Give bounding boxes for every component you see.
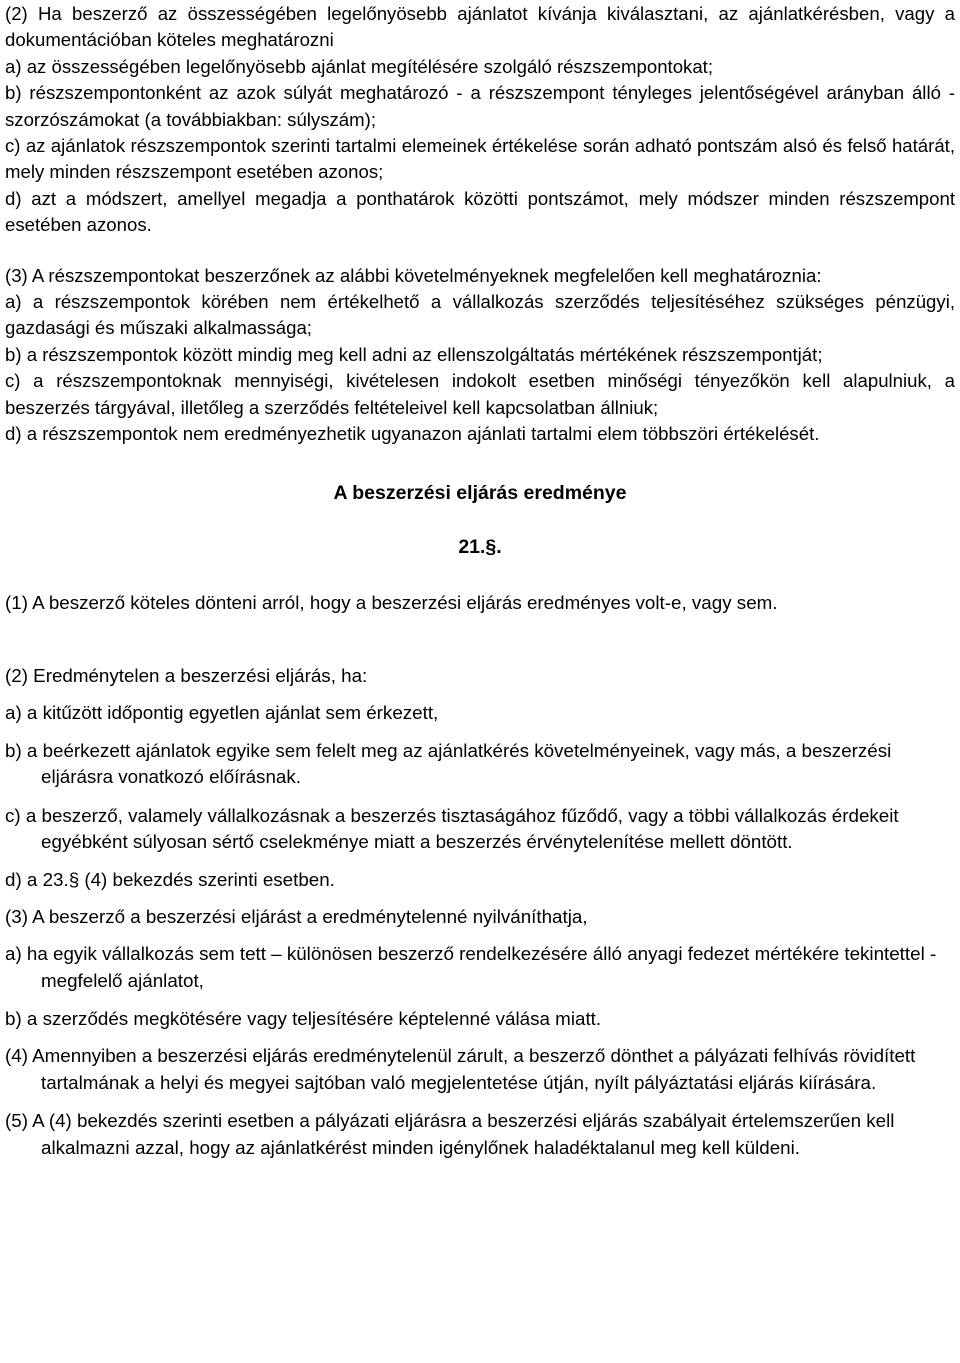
paragraph-2-item-b: b) a beérkezett ajánlatok egyike sem felelt meg az ajánlatkérés követelményeinek, vagy más, a beszerzési eljárásra vonatkozó előírásnak. bbox=[5, 739, 892, 788]
paragraph-1: (1) A beszerző köteles dönteni arról, hogy a beszerzési eljárás eredményes volt-e, vagy sem. bbox=[5, 591, 778, 613]
section-3-item-d: d) a részszempontok nem eredményezhetik ugyanazon ajánlati tartalmi elem többszöri értékelését. bbox=[5, 423, 820, 445]
document-page bbox=[5, 0, 955, 1161]
paragraph-2: (2) Eredménytelen a beszerzési eljárás, ha: bbox=[5, 664, 368, 686]
section-heading: A beszerzési eljárás eredménye bbox=[333, 481, 627, 504]
section-3-intro: (3) A részszempontokat beszerzőnek az alábbi követelményeknek megfelelően kell meghatároznia: bbox=[5, 264, 822, 286]
section-2-item-b: b) részszempontonként az azok súlyát meghatározó - a részszempont tényleges jelentőségével arányban álló - szorzószámokat (a továbbiakban: súlyszám); bbox=[5, 82, 955, 130]
section-2-evaluation-criteria bbox=[5, 1, 955, 239]
section-3-item-b: b) a részszempontok között mindig meg kell adni az ellenszolgáltatás mértékének részszempontját; bbox=[5, 343, 823, 365]
paragraph-2-item-d: d) a 23.§ (4) bekezdés szerinti esetben. bbox=[5, 869, 335, 891]
section-2-intro: (2) Ha beszerző az összességében legelőnyösebb ajánlatot kívánja kiválasztani, az ajánlatkérésben, vagy a dokumentációban köteles meghatározni bbox=[5, 3, 955, 51]
paragraph-3-item-b: b) a szerződés megkötésére vagy teljesítésére képtelenné válása miatt. bbox=[5, 1007, 602, 1029]
paragraph-5: (5) A (4) bekezdés szerinti esetben a pályázati eljárásra a beszerzési eljárás szabályait értelemszerűen kell alkalmazni azzal, hogy az ajánlatkérést minden igénylőnek haladéktalanul meg kell küldeni. bbox=[5, 1110, 895, 1158]
paragraph-2-item-a: a) a kitűzött időpontig egyetlen ajánlat sem érkezett, bbox=[5, 702, 439, 724]
paragraph-2-item-c: c) a beszerző, valamely vállalkozásnak a beszerzés tisztaságához fűződő, vagy a többi vállalkozás érdekeit egyébként súlyosan sértő cselekménye miatt a beszerzés érvénytelenítése mellett döntött. bbox=[5, 804, 899, 852]
section-2-item-d: d) azt a módszert, amellyel megadja a ponthatárok közötti pontszámot, mely módszer minden részszempont esetében azonos. bbox=[5, 187, 955, 236]
section-3-subcriteria-requirements bbox=[5, 263, 955, 448]
paragraph-3-item-a: a) ha egyik vállalkozás sem tett – különösen beszerző rendelkezésére álló anyagi fedezet mértékére tekintettel - megfelelő ajánlatot, bbox=[5, 943, 937, 991]
section-2-item-a: a) az összességében legelőnyösebb ajánlat megítélésére szolgáló részszempontokat; bbox=[5, 55, 714, 77]
section-3-item-a: a) a részszempontok körében nem értékelhető a vállalkozás szerződés teljesítéséhez szükséges pénzügyi, gazdasági és műszaki alkalmassága; bbox=[5, 291, 955, 339]
section-3-item-c: c) a részszempontoknak mennyiségi, kivételesen indokolt esetben minőségi tényezőkön kell alapulniuk, a beszerzés tárgyával, illetőleg a szerződés feltételeivel kell kapcsolatban állniuk; bbox=[5, 370, 955, 418]
section-2-item-c: c) az ajánlatok részszempontok szerinti tartalmi elemeinek értékelése során adható pontszám alsó és felső határát, mely minden részszempont esetében azonos; bbox=[5, 135, 955, 183]
paragraph-number: 21.§. bbox=[458, 535, 502, 558]
paragraph-4: (4) Amennyiben a beszerzési eljárás eredménytelenül zárult, a beszerző dönthet a pályázati felhívás rövidített tartalmának a helyi és megyei sajtóban való megjelentetése útján, nyílt pályáztatási eljárás kiírására. bbox=[5, 1045, 916, 1093]
paragraph-3: (3) A beszerző a beszerzési eljárást a eredménytelenné nyilváníthatja, bbox=[5, 905, 588, 927]
section-21-body bbox=[5, 590, 955, 1162]
